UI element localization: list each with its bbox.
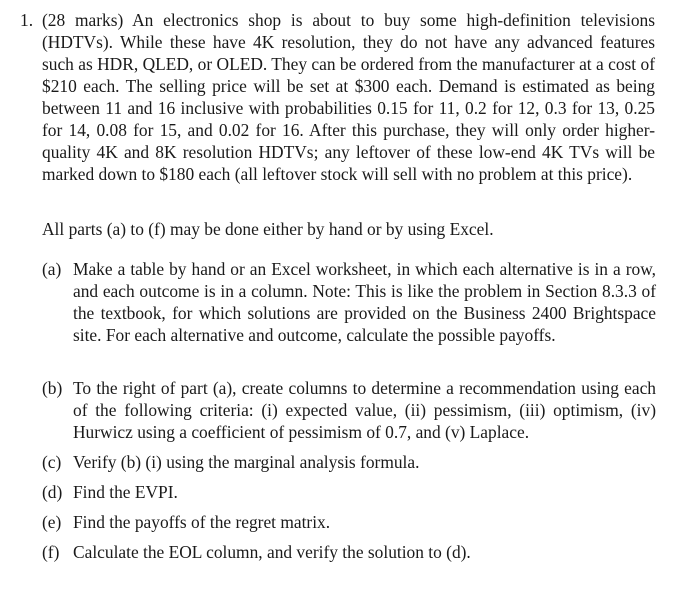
question-statement: (28 marks) An electronics shop is about to buy some high-definition televisions (HDTVs). While these have 4K resolution, they do not have any advanced features such as HDR, QLED, or OLED. They can be ordered from the manufacturer at a cost of $210 each. The selling price will be set at $300 each. Demand is estimated as being between 11 and 16 inclusive with probabilities 0.15 for 11, 0.2 for 12, 0.3 for 13, 0.25 for 14, 0.08 for 15, and 0.02 for 16. After this purchase, they will only order higher-quality 4K and 8K resolution HDTVs; any leftover of these low-end 4K TVs will be marked down to $180 each (all leftover stock will sell with no problem at this price).	[42, 10, 655, 184]
part-d-text: Find the EVPI.	[73, 482, 178, 502]
part-a-text: Make a table by hand or an Excel worksheet, in which each alternative is in a row, and each outcome is in a column. Note: This is like the problem in Section 8.3.3 of the textbook, for which solutions are provided on the Business 2400 Brightspace site. For each alternative and outcome, calculate the possible payoffs.	[73, 259, 656, 345]
part-f	[42, 541, 656, 563]
part-b-text: To the right of part (a), create columns to determine a recommendation using each of the following criteria: (i) expected value, (ii) pessimism, (iii) optimism, (iv) Hurwicz using a coefficient of pessimism of 0.7, and (v) Laplace.	[73, 378, 656, 442]
part-f-label: (f)	[42, 542, 60, 562]
part-b	[42, 377, 656, 443]
question-number: 1.	[20, 10, 34, 30]
part-f-text: Calculate the EOL column, and verify the solution to (d).	[73, 542, 471, 562]
part-c-label: (c)	[42, 452, 62, 472]
part-b-label: (b)	[42, 378, 63, 398]
part-c	[42, 451, 656, 473]
part-a-label: (a)	[42, 259, 62, 279]
part-c-text: Verify (b) (i) using the marginal analysis formula.	[73, 452, 420, 472]
part-a	[42, 258, 656, 346]
part-e-label: (e)	[42, 512, 62, 532]
part-e	[42, 511, 656, 533]
part-d-label: (d)	[42, 482, 63, 502]
part-d	[42, 481, 656, 503]
part-e-text: Find the payoffs of the regret matrix.	[73, 512, 331, 532]
parts-instructions: All parts (a) to (f) may be done either by hand or by using Excel.	[42, 219, 494, 239]
